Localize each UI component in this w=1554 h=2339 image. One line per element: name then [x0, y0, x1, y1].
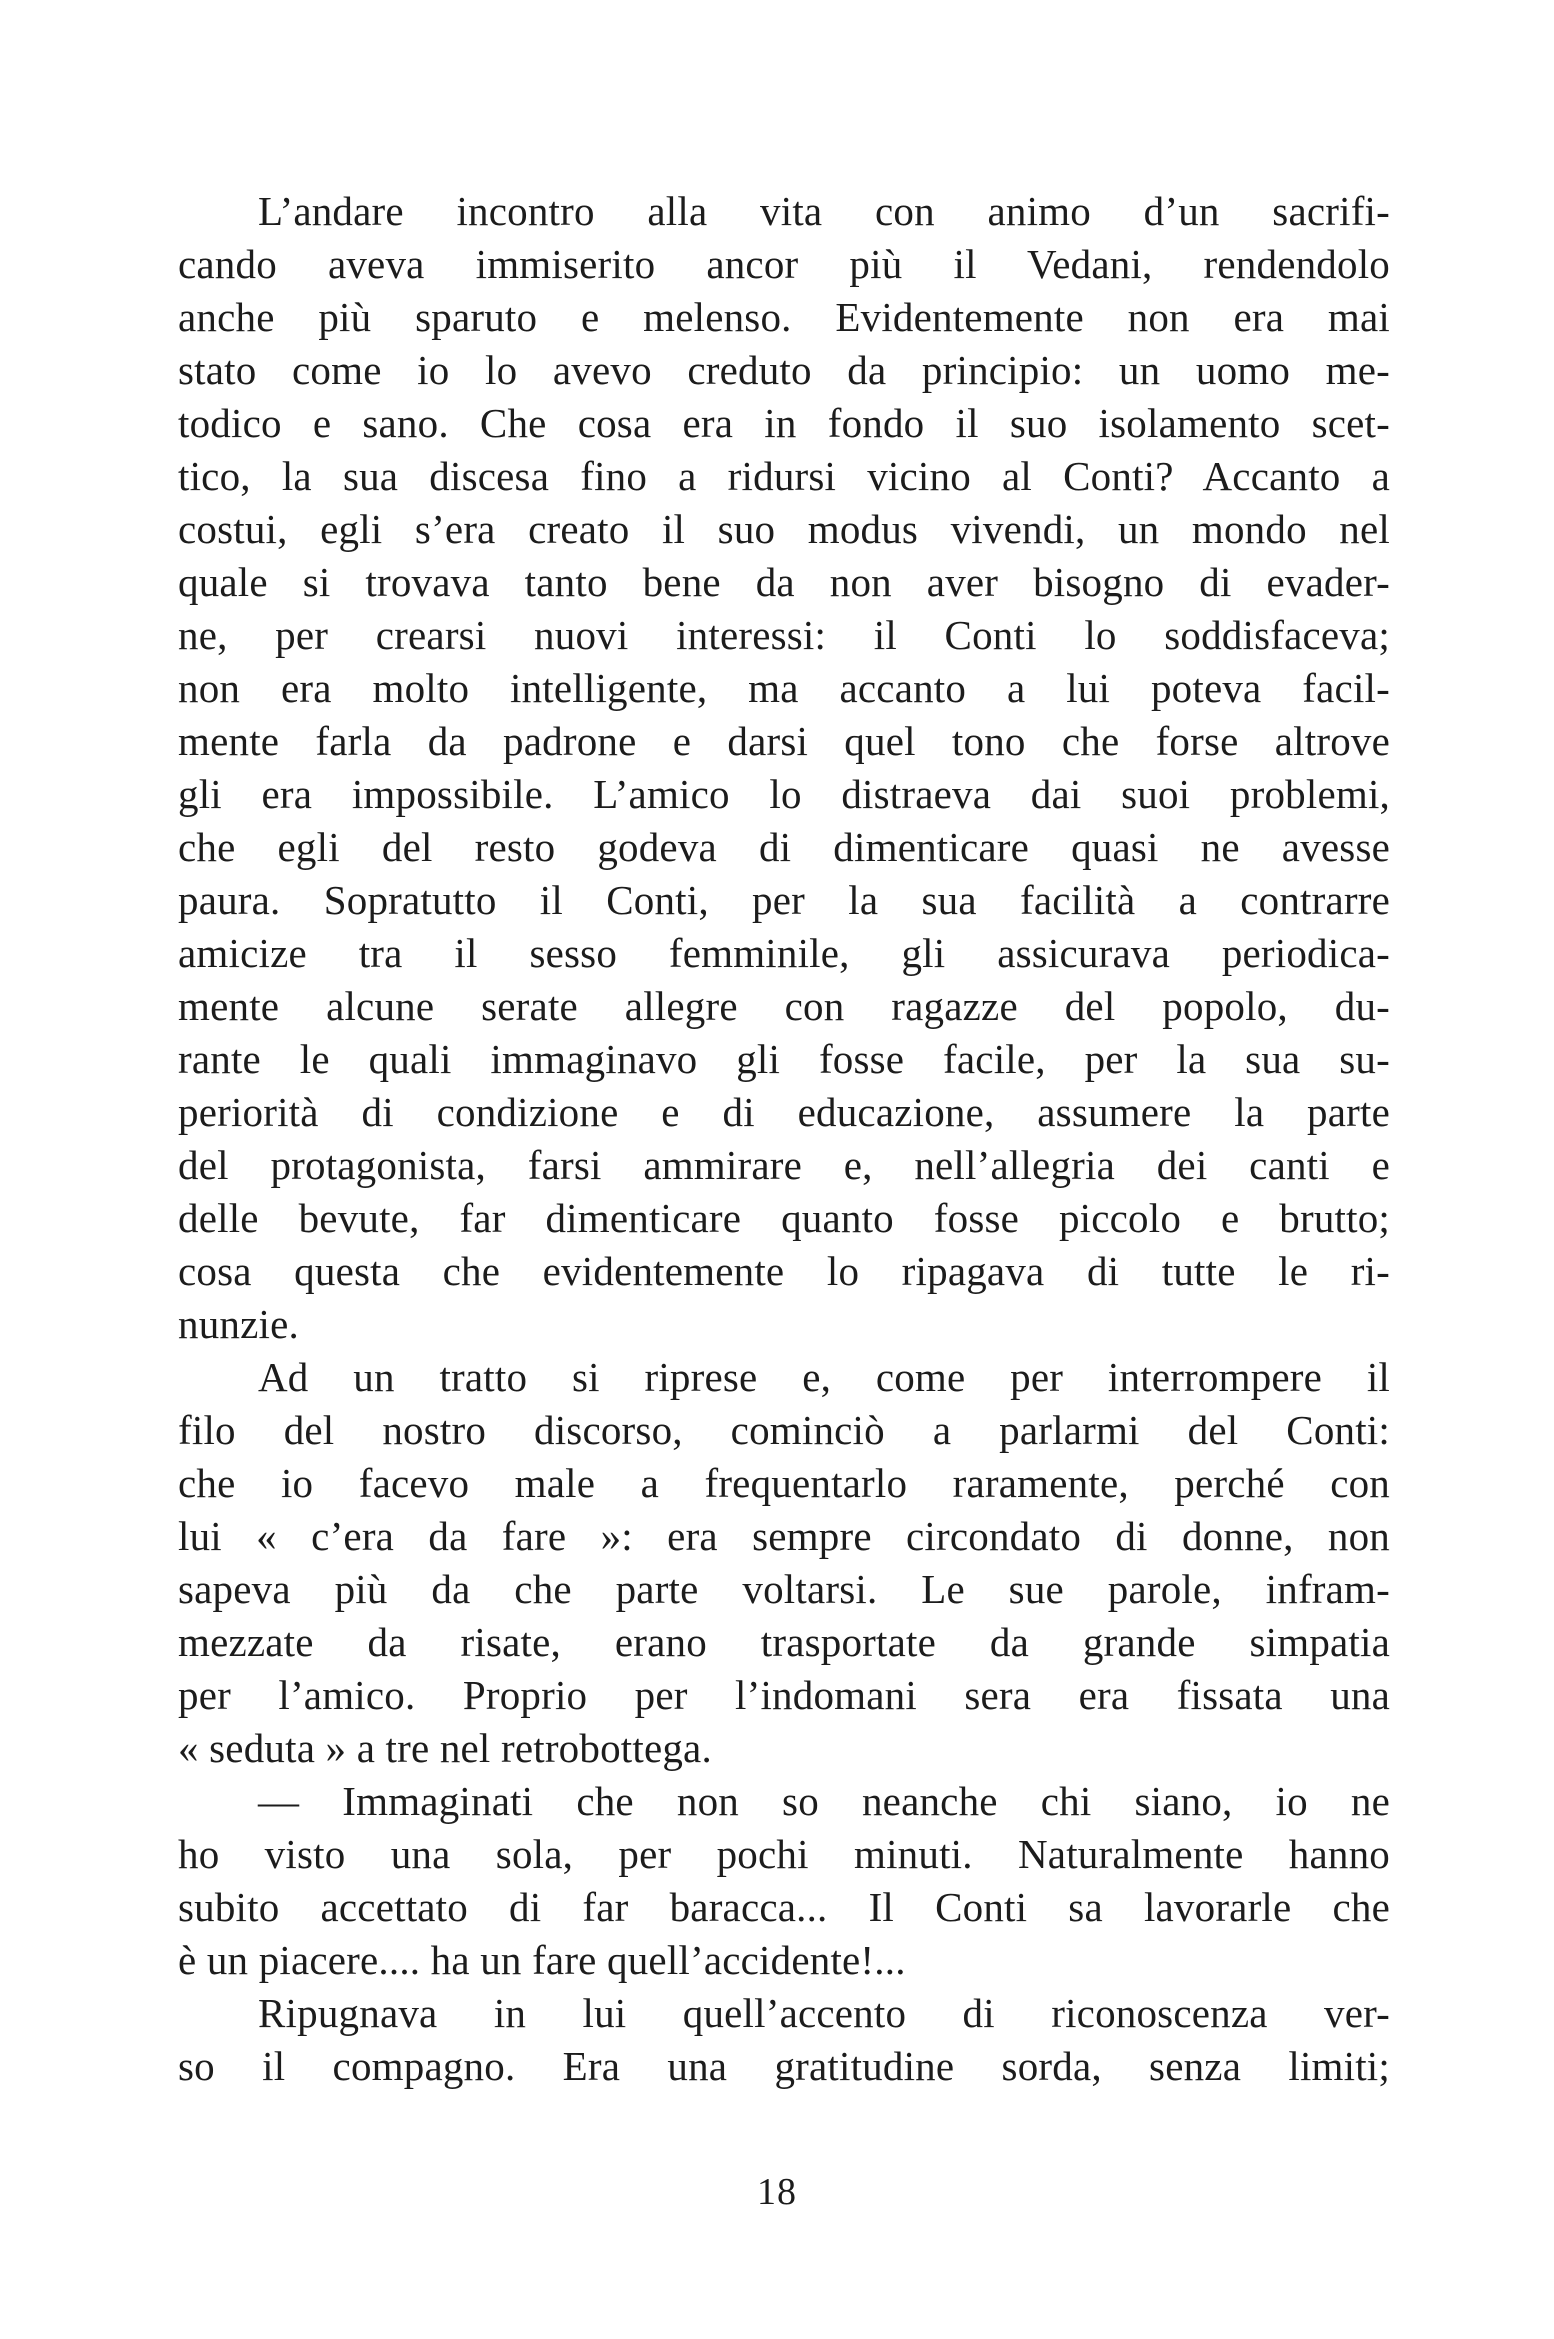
text-line: mente farla da padrone e darsi quel tono che forse altrove — [178, 718, 1390, 764]
text-line: è un piacere.... ha un fare quell’accidente!... — [178, 1937, 906, 1983]
text-line: che egli del resto godeva di dimenticare quasi ne avesse — [178, 824, 1390, 870]
text-line: del protagonista, farsi ammirare e, nell’allegria dei canti e — [178, 1142, 1390, 1188]
body-text — [178, 185, 1390, 2093]
text-line: — Immaginati che non so neanche chi siano, io ne — [258, 1778, 1390, 1824]
text-line: non era molto intelligente, ma accanto a lui poteva facil- — [178, 665, 1390, 711]
text-line: amicize tra il sesso femminile, gli assicurava periodica- — [178, 930, 1390, 976]
text-line: rante le quali immaginavo gli fosse facile, per la sua su- — [178, 1036, 1390, 1082]
text-line: mente alcune serate allegre con ragazze del popolo, du- — [178, 983, 1390, 1029]
text-line: lui « c’era da fare »: era sempre circondato di donne, non — [178, 1513, 1390, 1559]
text-line: cando aveva immiserito ancor più il Vedani, rendendolo — [178, 241, 1390, 287]
text-line: ne, per crearsi nuovi interessi: il Conti lo soddisfaceva; — [178, 612, 1390, 658]
text-line: cosa questa che evidentemente lo ripagava di tutte le ri- — [178, 1248, 1390, 1294]
text-line: per l’amico. Proprio per l’indomani sera era fissata una — [178, 1672, 1390, 1718]
text-line: sapeva più da che parte voltarsi. Le sue parole, infram- — [178, 1566, 1390, 1612]
text-line: so il compagno. Era una gratitudine sorda, senza limiti; — [178, 2043, 1390, 2089]
text-line: gli era impossibile. L’amico lo distraeva dai suoi problemi, — [178, 771, 1390, 817]
text-line: mezzate da risate, erano trasportate da grande simpatia — [178, 1619, 1390, 1665]
page-number: 18 — [757, 2171, 797, 2213]
text-line: filo del nostro discorso, cominciò a parlarmi del Conti: — [178, 1407, 1390, 1453]
text-line: subito accettato di far baracca... Il Conti sa lavorarle che — [178, 1884, 1390, 1930]
text-line: todico e sano. Che cosa era in fondo il suo isolamento scet- — [178, 400, 1390, 446]
text-line: stato come io lo avevo creduto da principio: un uomo me- — [178, 347, 1390, 393]
text-line: « seduta » a tre nel retrobottega. — [178, 1725, 712, 1771]
text-line: ho visto una sola, per pochi minuti. Naturalmente hanno — [178, 1831, 1390, 1877]
text-line: delle bevute, far dimenticare quanto fosse piccolo e brutto; — [178, 1195, 1390, 1241]
text-line: nunzie. — [178, 1301, 299, 1347]
text-line: costui, egli s’era creato il suo modus vivendi, un mondo nel — [178, 506, 1390, 552]
text-line: Ripugnava in lui quell’accento di riconoscenza ver- — [258, 1990, 1390, 2036]
text-line: Ad un tratto si riprese e, come per interrompere il — [258, 1354, 1390, 1400]
text-line: tico, la sua discesa fino a ridursi vicino al Conti? Accanto a — [178, 453, 1390, 499]
text-line: L’andare incontro alla vita con animo d’un sacrifi- — [258, 188, 1390, 234]
text-line: quale si trovava tanto bene da non aver bisogno di evader- — [178, 559, 1390, 605]
text-line: anche più sparuto e melenso. Evidentemente non era mai — [178, 294, 1390, 340]
text-line: periorità di condizione e di educazione, assumere la parte — [178, 1089, 1390, 1135]
text-line: che io facevo male a frequentarlo raramente, perché con — [178, 1460, 1390, 1506]
text-line: paura. Sopratutto il Conti, per la sua facilità a contrarre — [178, 877, 1390, 923]
